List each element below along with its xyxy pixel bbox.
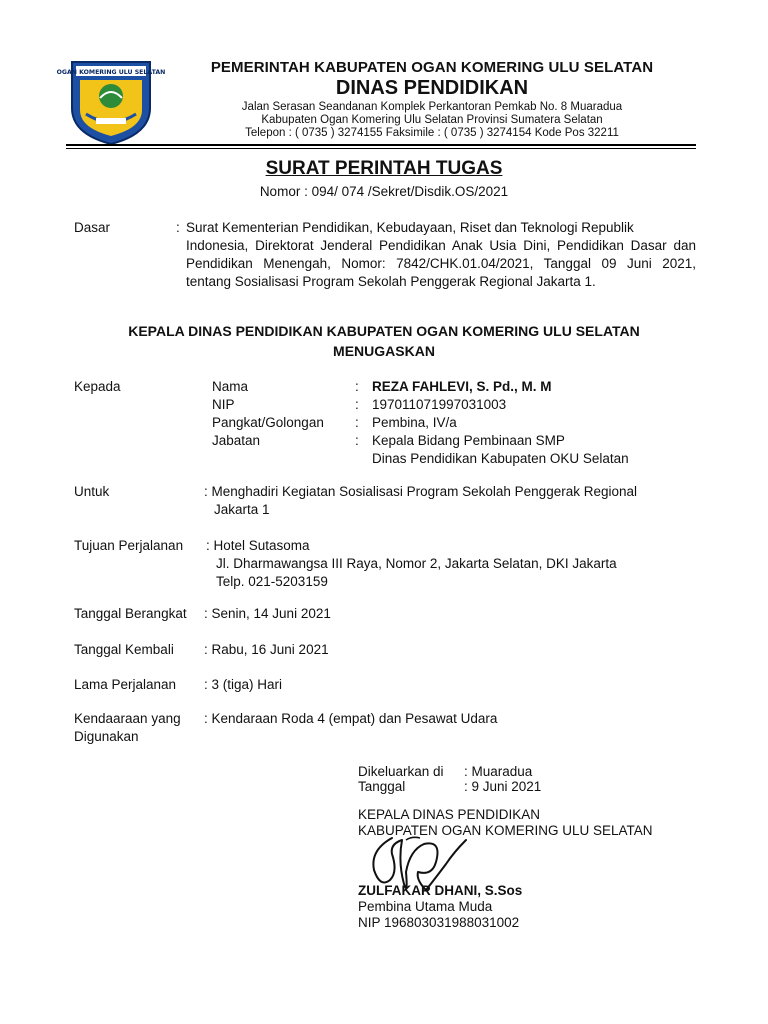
- office-line-2: KABUPATEN OGAN KOMERING ULU SELATAN: [358, 823, 653, 838]
- berangkat-value: : Senin, 14 Juni 2021: [204, 606, 331, 621]
- issued-label: Dikeluarkan di: [358, 764, 444, 779]
- kendaraan-label: Kendaaraan yang: [74, 711, 181, 726]
- tujuan-label: Tujuan Perjalanan: [74, 538, 184, 553]
- untuk-label: Untuk: [74, 484, 110, 499]
- dasar-line-1: Surat Kementerian Pendidikan, Kebudayaan, Riset dan Teknologi Republik: [186, 220, 634, 235]
- nip-label: NIP: [212, 397, 235, 412]
- header-rule-thin: [66, 148, 696, 149]
- kepada-label: Kepada: [74, 379, 121, 394]
- berangkat-label: Tanggal Berangkat: [74, 606, 187, 621]
- nip-colon: :: [355, 397, 359, 412]
- lama-value: : 3 (tiga) Hari: [204, 677, 283, 692]
- regency-logo: [56, 56, 166, 146]
- office-name: DINAS PENDIDIKAN: [335, 77, 529, 99]
- lama-label: Lama Perjalanan: [74, 677, 177, 692]
- untuk-value-line-2: Jakarta 1: [214, 502, 270, 517]
- address-line-2: Kabupaten Ogan Komering Ulu Selatan Provinsi Sumatera Selatan: [261, 114, 603, 126]
- heading-line-2: MENUGASKAN: [333, 343, 435, 359]
- signer-nip: NIP 196803031988031002: [358, 915, 520, 930]
- nama-value: REZA FAHLEVI, S. Pd., M. M: [372, 379, 552, 394]
- government-name: PEMERINTAH KABUPATEN OGAN KOMERING ULU SELATAN: [210, 59, 654, 76]
- signer-rank: Pembina Utama Muda: [358, 899, 493, 914]
- header-rule-thick: [66, 144, 696, 146]
- tujuan-value: : Hotel Sutasoma: [206, 538, 310, 553]
- dasar-colon: :: [176, 220, 180, 235]
- jabatan-value-line-2: Dinas Pendidikan Kabupaten OKU Selatan: [372, 451, 629, 466]
- jabatan-label: Jabatan: [212, 433, 261, 448]
- signer-name: ZULFAKAR DHANI, S.Sos: [358, 883, 523, 898]
- nip-value: 197011071997031003: [372, 397, 507, 412]
- office-line-1: KEPALA DINAS PENDIDIKAN: [358, 807, 541, 822]
- kembali-label: Tanggal Kembali: [74, 642, 174, 657]
- kembali-value: : Rabu, 16 Juni 2021: [204, 642, 329, 657]
- dasar-text: Indonesia, Direktorat Jenderal Pendidikan Anak Usia Dini, Pendidikan Dasar dan Pendidikan Menengah, Nomor: 7842/CHK.01.04/2021, Tanggal 09 Juni 2021, tentang Sosialisasi Program Sekolah Penggerak Regional Jakarta 1.: [186, 238, 696, 289]
- address-line-1: Jalan Serasan Seandanan Komplek Perkantoran Pemkab No. 8 Muaradua: [241, 101, 623, 113]
- svg-text:OGAN KOMERING ULU SELATAN: OGAN KOMERING ULU SELATAN: [56, 69, 166, 76]
- untuk-value: : Menghadiri Kegiatan Sosialisasi Program Sekolah Penggerak Regional: [204, 484, 638, 499]
- kendaraan-label-line-2: Digunakan: [74, 729, 139, 744]
- jabatan-value: Kepala Bidang Pembinaan SMP: [372, 433, 565, 448]
- pangkat-colon: :: [355, 415, 359, 430]
- pangkat-label: Pangkat/Golongan: [212, 415, 324, 430]
- date-label: Tanggal: [358, 779, 406, 794]
- nama-colon: :: [355, 379, 359, 394]
- tujuan-address: Jl. Dharmawangsa III Raya, Nomor 2, Jakarta Selatan, DKI Jakarta: [216, 556, 617, 571]
- document-number: Nomor : 094/ 074 /Sekret/Disdik.OS/2021: [259, 184, 509, 199]
- date-value: : 9 Juni 2021: [464, 779, 542, 794]
- document-title: SURAT PERINTAH TUGAS: [265, 158, 503, 179]
- issued-value: : Muaradua: [464, 764, 533, 779]
- pangkat-value: Pembina, IV/a: [372, 415, 457, 430]
- dasar-label: Dasar: [74, 220, 111, 235]
- jabatan-colon: :: [355, 433, 359, 448]
- nama-label: Nama: [212, 379, 249, 394]
- heading-line-1: KEPALA DINAS PENDIDIKAN KABUPATEN OGAN KOMERING ULU SELATAN: [128, 323, 640, 339]
- tujuan-phone: Telp. 021-5203159: [216, 574, 328, 589]
- contact-line: Telepon : ( 0735 ) 3274155 Faksimile : ( 0735 ) 3274154 Kode Pos 32211: [245, 127, 619, 139]
- kendaraan-value: : Kendaraan Roda 4 (empat) dan Pesawat Udara: [204, 711, 498, 726]
